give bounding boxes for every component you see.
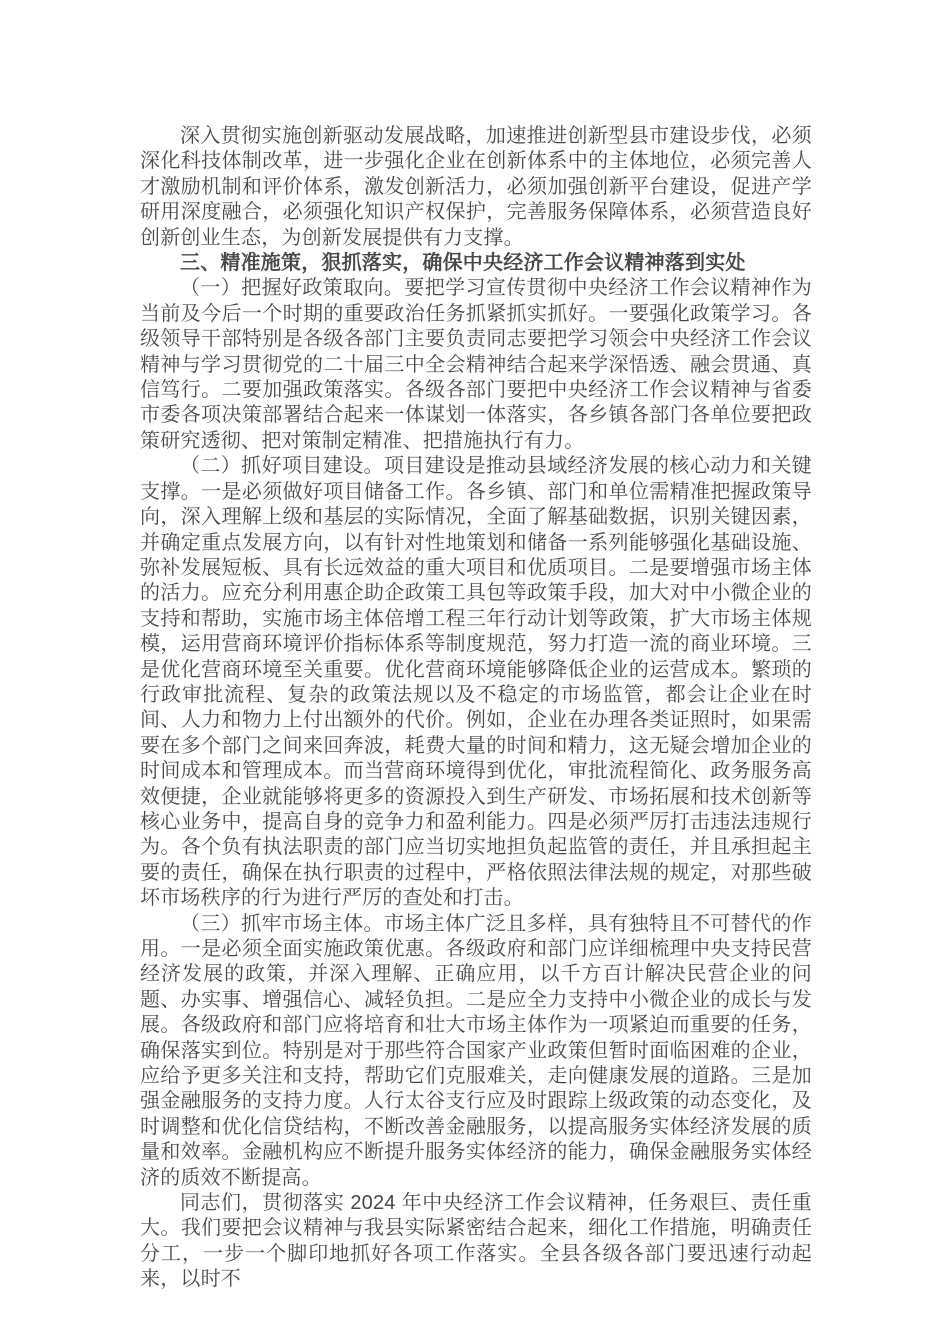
section-heading-3: 三、精准施策，狠抓落实，确保中央经济工作会议精神落到实处 [180, 252, 746, 275]
paragraph-project-construction: （二）抓好项目建设。项目建设是推动县域经济发展的核心动力和关键支撑。一是必须做好项目储备工作。各乡镇、部门和单位需精准把握政策导向，深入理解上级和基层的实际情况，全面了解基础数据，识别关键因素，并确定重点发展方向，以有针对性地策划和储备一系列能够强化基础设施、弥补发展短板、具有长远效益的重大项目和优质项目。二是要增强市场主体的活力。应充分利用惠企助企政策工具包等政策手段，加大对中小微企业的支持和帮助，实施市场主体倍增工程三年行动计划等政策，扩大市场主体规模，运用营商环境评价指标体系等制度规范，努力打造一流的商业环境。三是优化营商环境至关重要。优化营商环境能够降低企业的运营成本。繁琐的行政审批流程、复杂的政策法规以及不稳定的市场监管，都会让企业在时间、人力和物力上付出额外的代价。例如，企业在办理各类证照时，如果需要在多个部门之间来回奔波，耗费大量的时间和精力，这无疑会增加企业的时间成本和管理成本。而当营商环境得到优化，审批流程简化、政务服务高效便捷，企业就能够将更多的资源投入到生产研发、市场拓展和技术创新等核心业务中，提高自身的竞争力和盈利能力。四是必须严厉打击违法违规行为。各个负有执法职责的部门应当切实地担负起监管的责任，并且承担起主要的责任，确保在执行职责的过程中，严格依照法律法规的规定，对那些破坏市场秩序的行为进行严厉的查处和打击。 [140, 455, 812, 910]
paragraph-policy-orientation: （一）把握好政策取向。要把学习宣传贯彻中央经济工作会议精神作为当前及今后一个时期的重要政治任务抓紧抓实抓好。一要强化政策学习。各级领导干部特别是各级各部门主要负责同志要把学习领会中央经济工作会议精神与学习贯彻党的二十届三中全会精神结合起来学深悟透、融会贯通、真信笃行。二要加强政策落实。各级各部门要把中央经济工作会议精神与省委市委各项决策部署结合起来一体谋划一体落实，各乡镇各部门各单位要把政策研究透彻、把对策制定精准、把措施执行有力。 [140, 277, 812, 452]
paragraph-market-entities: （三）抓牢市场主体。市场主体广泛且多样，具有独特且不可替代的作用。一是必须全面实施政策优惠。各级政府和部门应详细梳理中央支持民营经济发展的政策，并深入理解、正确应用，以千方百计解决民营企业的问题、办实事、增强信心、减轻负担。二是应全力支持中小微企业的成长与发展。各级政府和部门应将培育和壮大市场主体作为一项紧迫而重要的任务，确保落实到位。特别是对于那些符合国家产业政策但暂时面临困难的企业，应给予更多关注和支持，帮助它们克服难关，走向健康发展的道路。三是加强金融服务的支持力度。人行太谷支行应及时跟踪上级政策的动态变化，及时调整和优化信贷结构，不断改善金融服务，以提高服务实体经济发展的质量和效率。金融机构应不断提升服务实体经济的能力，确保金融服务实体经济的质效不断提高。 [140, 912, 812, 1189]
paragraph-closing: 同志们，贯彻落实 2024 年中央经济工作会议精神，任务艰巨、责任重大。我们要把会议精神与我县实际紧密结合起来，细化工作措施，明确责任分工，一步一个脚印地抓好各项工作落实。全县各级各部门要迅速行动起来，以时不 [140, 1192, 812, 1291]
document-body [140, 124, 812, 1293]
paragraph-innovation-strategy: 深入贯彻实施创新驱动发展战略，加速推进创新型县市建设步伐，必须深化科技体制改革，进一步强化企业在创新体系中的主体地位，必须完善人才激励机制和评价体系，激发创新活力，必须加强创新平台建设，促进产学研用深度融合，必须强化知识产权保护，完善服务保障体系，必须营造良好创新创业生态，为创新发展提供有力支撑。 [140, 125, 812, 249]
